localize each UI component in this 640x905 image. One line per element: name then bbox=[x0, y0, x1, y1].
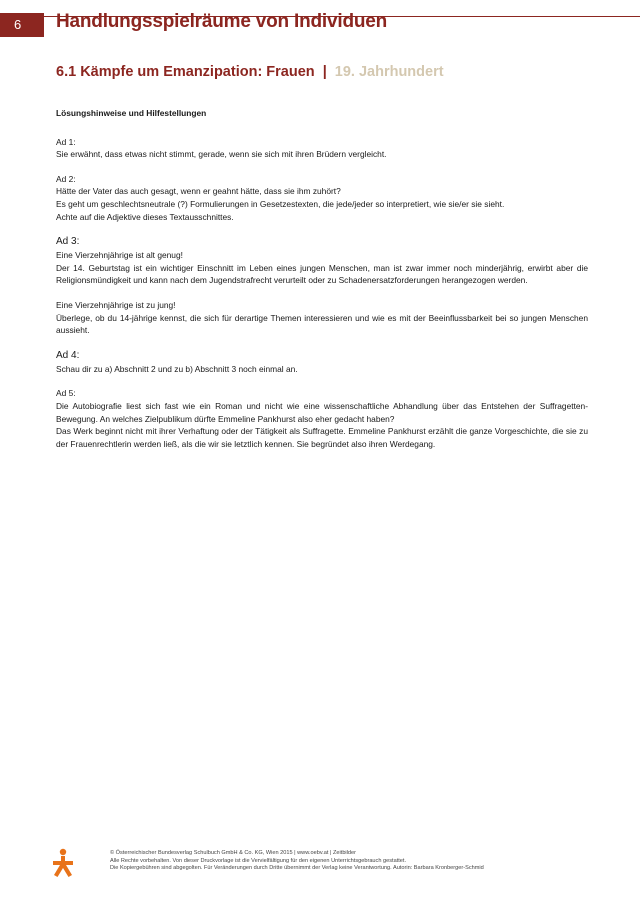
answer-ad1 bbox=[56, 136, 588, 161]
publisher-logo-icon bbox=[50, 848, 76, 878]
ad1-text: Sie erwähnt, dass etwas nicht stimmt, gerade, wenn sie sich mit ihren Brüdern vergleicht. bbox=[56, 149, 387, 160]
section-number: 6.1 bbox=[56, 64, 77, 80]
ad1-label: Ad 1: bbox=[56, 136, 76, 147]
ad5-para1: Die Autobiografie liest sich fast wie ein Roman und nicht wie eine wissenschaftliche Abhandlung über das Entstehen der Suffragetten-Bewegung. An welches Zielpublikum dürfte Emmeline Pankhurst also eher gedacht haben? bbox=[56, 400, 588, 424]
chapter-number-badge: 6 bbox=[0, 13, 44, 37]
content-heading: Lösungshinweise und Hilfestellungen bbox=[56, 108, 207, 118]
answer-ad5 bbox=[56, 387, 588, 450]
ad2-line: Es geht um geschlechtsneutrale (?) Formulierungen in Gesetzestexten, die jede/jeder so interpretiert, wie sie/er sie sieht. bbox=[56, 198, 505, 209]
footer-line: Die Kopiergebühren sind abgegolten. Für Veränderungen durch Dritte übernimmt der Verlag keine Verantwortung. Autorin: Barbara Kronberger-Schmid bbox=[110, 865, 484, 872]
ad4-label: Ad 4: bbox=[56, 349, 80, 361]
ad2-line: Hätte der Vater das auch gesagt, wenn er geahnt hätte, dass sie ihm zuhört? bbox=[56, 186, 341, 197]
ad5-para2: Das Werk beginnt nicht mit ihrer Verhaftung oder der Tätigkeit als Suffragette. Emmeline Pankhurst erzählt die ganze Vorgeschichte, die sie zu der Frauenrechtlerin werden ließ, als die wir sie letztlich kennen. Sie begründet also ihren Werdegang. bbox=[56, 426, 588, 449]
answer-ad4 bbox=[56, 349, 588, 376]
ad3-para2-text: Überlege, ob du 14-jährige kennst, die sich für derartige Themen interessieren und wie es mit der Beeinflussbarkeit bei so jungen Menschen aussieht. bbox=[56, 312, 588, 336]
section-separator: | bbox=[322, 64, 327, 80]
ad2-label: Ad 2: bbox=[56, 173, 76, 184]
content-body bbox=[56, 107, 588, 462]
ad3-para1-title: Eine Vierzehnjährige ist alt genug! bbox=[56, 250, 183, 261]
answer-ad3 bbox=[56, 235, 588, 287]
answer-ad3-part2 bbox=[56, 299, 588, 337]
section-subtitle: 19. Jahrhundert bbox=[334, 64, 444, 80]
answer-ad2 bbox=[56, 173, 588, 223]
section-heading bbox=[56, 64, 444, 80]
ad5-label: Ad 5: bbox=[56, 388, 76, 399]
ad2-line: Achte auf die Adjektive dieses Textausschnittes. bbox=[56, 211, 234, 222]
chapter-title: Handlungsspielräume von Individuen bbox=[56, 11, 388, 32]
ad3-para1-text: Der 14. Geburtstag ist ein wichtiger Einschnitt im Leben eines jungen Menschen, man ist zwar immer noch minderjährig, erwirbt aber die Religionsmündigkeit und kann nach dem Jugendstrafrecht verurteilt oder zu Schadenersatzforderungen herangezogen werden. bbox=[56, 262, 588, 286]
footer-copyright bbox=[110, 850, 484, 873]
footer-line: Alle Rechte vorbehalten. Von dieser Druckvorlage ist die Vervielfältigung für den eigenen Unterrichtsgebrauch gestattet. bbox=[110, 857, 407, 864]
ad3-para2-title: Eine Vierzehnjährige ist zu jung! bbox=[56, 299, 176, 310]
ad3-label: Ad 3: bbox=[56, 236, 80, 248]
ad4-text: Schau dir zu a) Abschnitt 2 und zu b) Abschnitt 3 noch einmal an. bbox=[56, 363, 298, 374]
section-title: Kämpfe um Emanzipation: Frauen bbox=[80, 64, 315, 80]
footer-line: © Österreichischer Bundesverlag Schulbuch GmbH & Co. KG, Wien 2015 | www.oebv.at | Zeitbilder bbox=[110, 850, 357, 856]
